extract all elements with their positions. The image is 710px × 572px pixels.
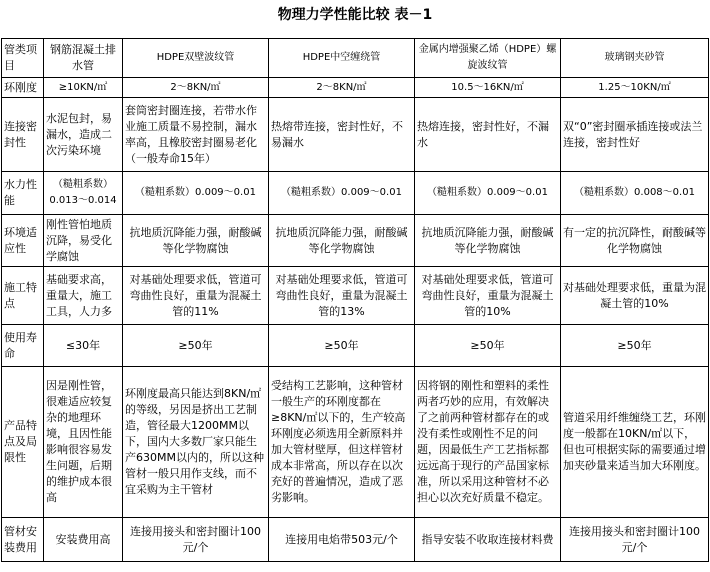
- table-cell: ≤30年: [44, 325, 123, 367]
- table-cell: 基础要求高，重量大，施工工具，人力多: [44, 267, 123, 325]
- table-cell: 因将钢的刚性和塑料的柔性两者巧妙的应用，有效解决了之前两种管材都存在的或没有柔性或刚性不足的问题，因最低生产工艺指标都远远高于现行的产品国家标准，所以采用这种管材不必担心以次充好质量不稳定。: [415, 367, 561, 518]
- header-cell: HDPE中空缠绕管: [269, 39, 415, 78]
- table-cell: 2～8KN/㎡: [123, 78, 269, 98]
- table-cell: 1.25～10KN/㎡: [561, 78, 709, 98]
- table-row: [2, 325, 709, 367]
- row-label: 连接密封性: [2, 98, 44, 172]
- header-cell: 金属内增强聚乙烯（HDPE）螺旋波纹管: [415, 39, 561, 78]
- row-label: 管材安装费用: [2, 518, 44, 562]
- comparison-table: [1, 38, 709, 562]
- row-label: 产品特点及局限性: [2, 367, 44, 518]
- table-cell: 连接用接头和密封圈计100元/个: [561, 518, 709, 562]
- table-cell: 对基础处理要求低，管道可弯曲性良好，重量为混凝土管的11%: [123, 267, 269, 325]
- table-cell: 双“0”密封圈承插连接或法兰连接，密封性好: [561, 98, 709, 172]
- table-cell: ≥50年: [123, 325, 269, 367]
- table-title: 物理力学性能比较 表－1: [277, 7, 433, 23]
- table-cell: （糙粗系数）0.009～0.01: [123, 172, 269, 215]
- table-cell: （糙粗系数）0.009～0.01: [415, 172, 561, 215]
- table-row: [2, 78, 709, 98]
- row-label: 环刚度: [2, 78, 44, 98]
- table-row: [2, 172, 709, 215]
- table-cell: 热熔连接，密封性好，不漏水: [415, 98, 561, 172]
- table-cell: 10.5～16KN/㎡: [415, 78, 561, 98]
- table-cell: （糙粗系数）0.008～0.01: [561, 172, 709, 215]
- table-cell: 环刚度最高只能达到8KN/㎡的等级，另因是挤出工艺制造，管径最大1200MM以下，国内大多数厂家只能生产630MM以内的，所以这种管材一般只用作支线，而不宜采购为主干管材: [123, 367, 269, 518]
- table-row: [2, 267, 709, 325]
- table-cell: 抗地质沉降能力强，耐酸碱等化学物腐蚀: [123, 215, 269, 267]
- table-cell: 连接用接头和密封圈计100元/个: [123, 518, 269, 562]
- table-cell: 有一定的抗沉降性，耐酸碱等化学物腐蚀: [561, 215, 709, 267]
- table-cell: 对基础处理要求低，管道可弯曲性良好，重量为混凝土管的13%: [269, 267, 415, 325]
- table-cell: 指导安装不收取连接材料费: [415, 518, 561, 562]
- header-row: [2, 39, 709, 78]
- table-cell: 套筒密封圈连接，若带水作业施工质量不易控制，漏水率高，且橡胶密封圈易老化（一般寿命15年）: [123, 98, 269, 172]
- table-cell: 热熔带连接，密封性好，不易漏水: [269, 98, 415, 172]
- table-cell: 刚性管怕地质沉降，易受化学腐蚀: [44, 215, 123, 267]
- header-cell: HDPE双壁波纹管: [123, 39, 269, 78]
- table-cell: 对基础处理要求低，重量为混凝土管的10%: [561, 267, 709, 325]
- table-cell: （糙粗系数）0.009～0.01: [269, 172, 415, 215]
- table-cell: 受结构工艺影响，这种管材一般生产的环刚度都在≥8KN/㎡以下的，生产较高环刚度必须选用全新原料并加大管材壁厚，但这样管材成本非常高，所以存在以次充好的普遍情况，造成了恶劣影响。: [269, 367, 415, 518]
- table-cell: ≥50年: [561, 325, 709, 367]
- row-label: 水力性能: [2, 172, 44, 215]
- table-cell: 管道采用纤维缠绕工艺，环刚度一般都在10KN/㎡以下，但也可根据实际的需要通过增加夹砂量来适当加大环刚度。: [561, 367, 709, 518]
- table-cell: 安装费用高: [44, 518, 123, 562]
- table-cell: 因是刚性管，很难适应较复杂的地理环境，且因性能影响很容易发生问题，后期的维护成本很高: [44, 367, 123, 518]
- row-label: 施工特点: [2, 267, 44, 325]
- table-cell: 抗地质沉降能力强，耐酸碱等化学物腐蚀: [415, 215, 561, 267]
- table-row: [2, 367, 709, 518]
- table-row: [2, 215, 709, 267]
- table-cell: 连接用电焰带503元/个: [269, 518, 415, 562]
- table-row: [2, 518, 709, 562]
- table-cell: （糙粗系数）0.013～0.014: [44, 172, 123, 215]
- table-cell: 水泥包封，易漏水，造成二次污染环境: [44, 98, 123, 172]
- table-cell: 对基础处理要求低，管道可弯曲性良好，重量为混凝土管的10%: [415, 267, 561, 325]
- table-cell: ≥50年: [269, 325, 415, 367]
- table-row: [2, 98, 709, 172]
- table-cell: ≥10KN/㎡: [44, 78, 123, 98]
- header-cell: 钢筋混凝土排水管: [44, 39, 123, 78]
- header-cell: 玻璃钢夹砂管: [561, 39, 709, 78]
- row-label: 使用寿命: [2, 325, 44, 367]
- table-cell: 抗地质沉降能力强，耐酸碱等化学物腐蚀: [269, 215, 415, 267]
- table-cell: ≥50年: [415, 325, 561, 367]
- header-cell: 管类项目: [2, 39, 44, 78]
- row-label: 环境适应性: [2, 215, 44, 267]
- table-cell: 2～8KN/㎡: [269, 78, 415, 98]
